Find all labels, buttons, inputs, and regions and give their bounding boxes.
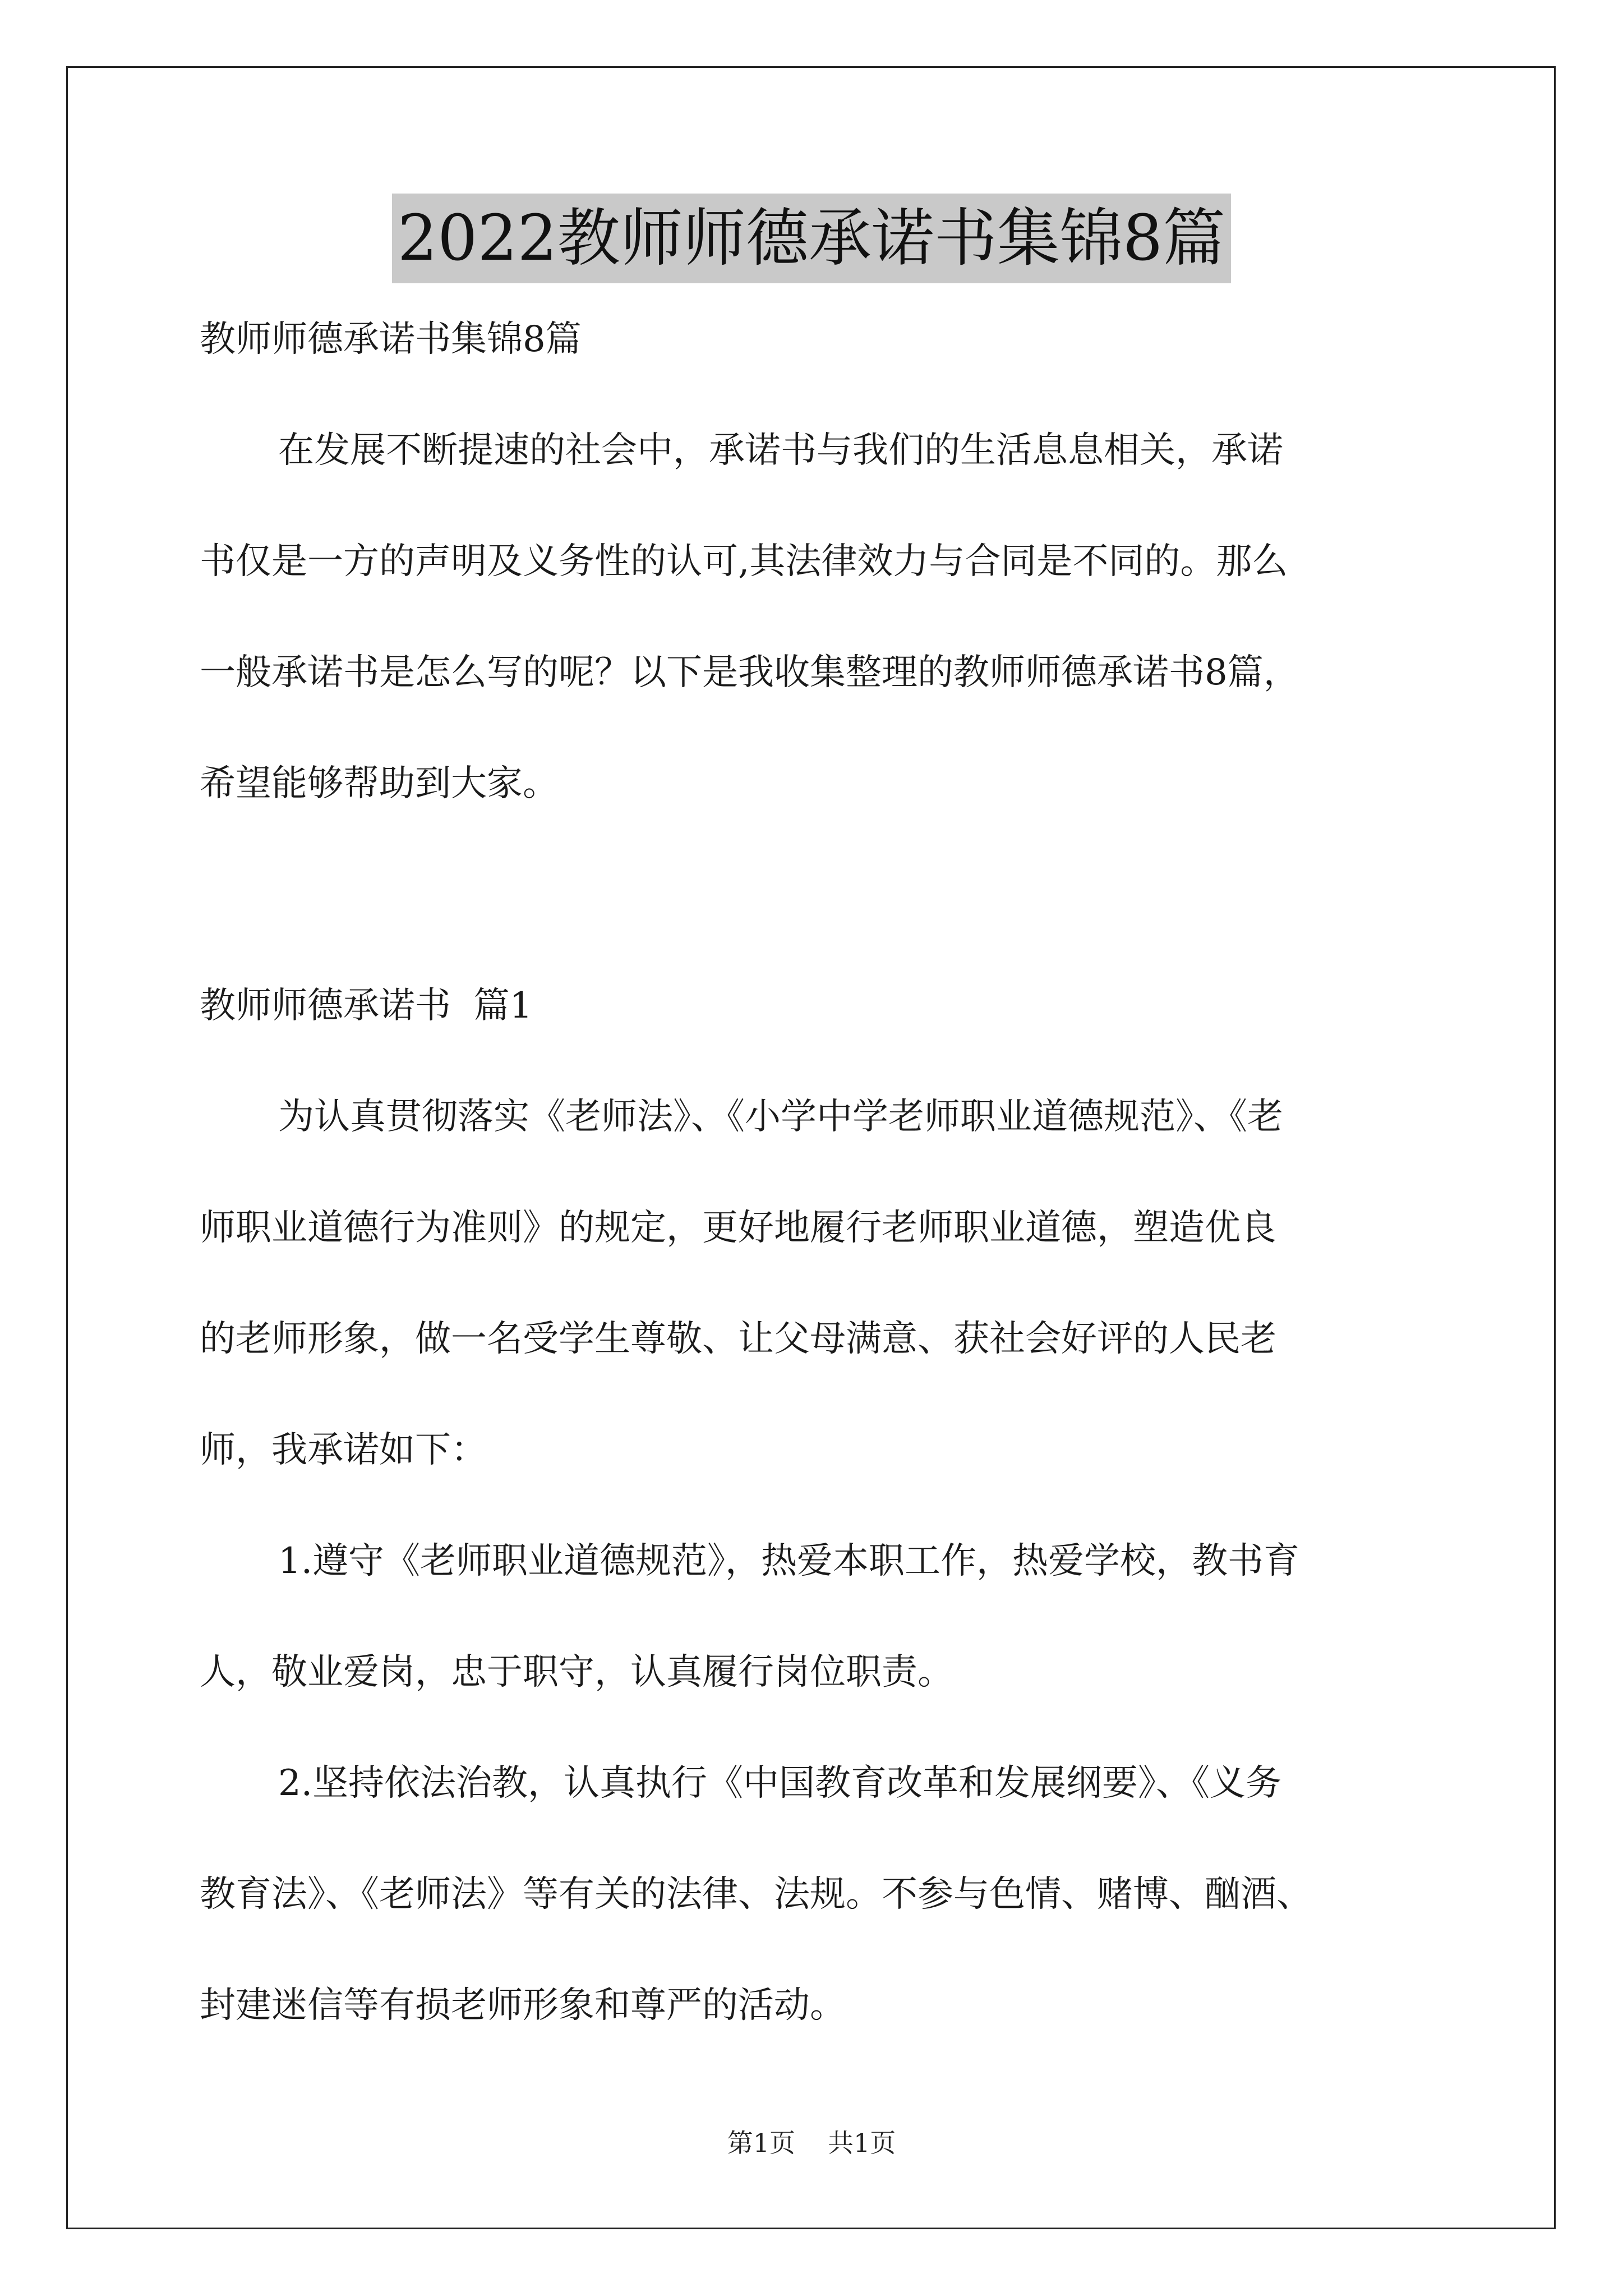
document-body (200, 311, 1445, 2088)
intro-paragraph (200, 422, 1445, 812)
paragraph-line: 希望能够帮助到大家。 (200, 763, 559, 804)
commitment-item-2 (200, 1755, 1445, 2033)
page-number-current: 第1页 (727, 2128, 795, 2158)
document-title: 2022教师师德承诺书集锦8篇 (392, 194, 1231, 283)
paragraph-line: 一般承诺书是怎么写的呢？以下是我收集整理的教师师德承诺书8篇， (200, 652, 1299, 693)
commitment-item-1 (200, 1533, 1445, 1700)
section-paragraph (200, 1089, 1445, 1478)
paragraph-line: 1.遵守《老师职业道德规范》，热爱本职工作，热爱学校，教书育 (278, 1540, 1300, 1582)
paragraph-line: 书仅是一方的声明及义务性的认可,其法律效力与合同是不同的。那么 (200, 541, 1288, 582)
paragraph-line: 的老师形象，做一名受学生尊敬、让父母满意、获社会好评的人民老 (200, 1318, 1276, 1360)
paragraph-line: 2.坚持依法治教，认真执行《中国教育改革和发展纲要》、《义务 (278, 1763, 1282, 1804)
paragraph-line: 为认真贯彻落实《老师法》、《小学中学老师职业道德规范》、《老 (278, 1096, 1283, 1138)
title-container (0, 194, 1623, 283)
paragraph-line: 师职业道德行为准则》的规定，更好地履行老师职业道德，塑造优良 (200, 1207, 1276, 1249)
paragraph-line: 人，敬业爱岗，忠于职守，认真履行岗位职责。 (200, 1651, 953, 1693)
paragraph-line: 封建迷信等有损老师形象和尊严的活动。 (200, 1985, 846, 2026)
paragraph-line: 师，我承诺如下： (200, 1429, 487, 1471)
paragraph-line: 在发展不断提速的社会中，承诺书与我们的生活息息相关，承诺 (278, 430, 1283, 471)
page-number-total: 共1页 (828, 2128, 896, 2158)
document-subtitle: 教师师德承诺书集锦8篇 (200, 319, 582, 360)
page-footer (0, 2126, 1623, 2160)
paragraph-line: 教育法》、《老师法》等有关的法律、法规。不参与色情、赌博、酗酒、 (200, 1874, 1312, 1915)
section-heading: 教师师德承诺书 篇1 (200, 985, 533, 1027)
